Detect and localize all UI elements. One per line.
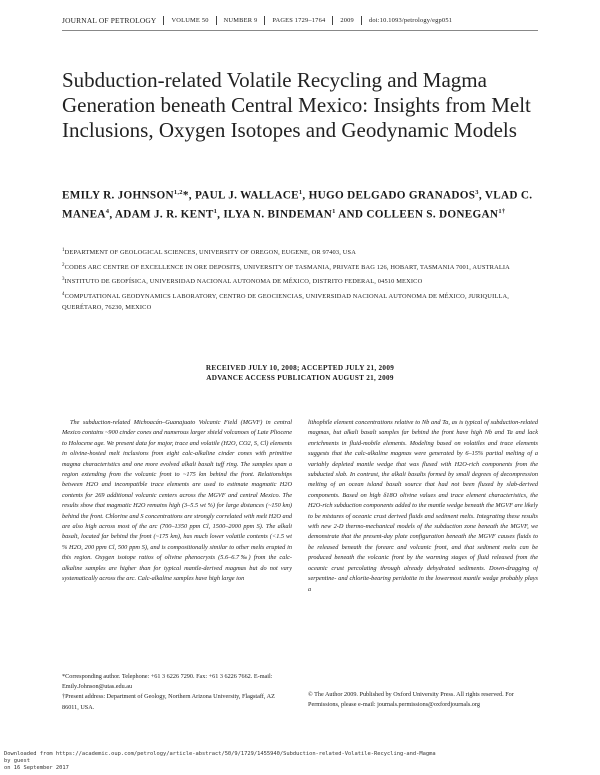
journal-header: [62, 12, 538, 28]
author-footnote: *Corresponding author. Telephone: +61 3 6226 7290. Fax: +61 3 6226 7662. E-mail: Emily.Johnson@utas.edu.au †Present address: Department of Geology, Northern Arizona University, Flagstaff, AZ 86011, USA.: [62, 672, 292, 713]
affiliation-list: [62, 246, 538, 315]
author-affil-mark: 1: [332, 207, 336, 215]
author-name: PAUL J. WALLACE: [194, 189, 299, 202]
journal-pages: PAGES 1729–1764: [264, 16, 332, 25]
journal-volume: VOLUME 50: [163, 16, 215, 25]
affiliation-item: $^2$CODES ARC CENTRE OF EXCELLENCE IN ORE DEPOSITS, UNIVERSITY OF TASMANIA, PRIVATE BAG 126, HOBART, TASMANIA 7001, AUSTRALIA: [62, 262, 510, 271]
publication-dates: [62, 363, 538, 383]
article-title: Subduction-related Volatile Recycling and Magma Generation beneath Central Mexico: Insights from Melt Inclusions, Oxygen Isotopes and Geodynamic Models: [62, 68, 531, 142]
header-divider: [62, 30, 538, 31]
author-name: COLLEEN S. DONEGAN: [366, 208, 499, 221]
author-affil-mark: 1†: [498, 207, 506, 215]
journal-year: 2009: [332, 16, 361, 25]
copyright-notice: © The Author 2009. Published by Oxford University Press. All rights reserved. For Permissions, please e-mail: journals.permissions@oxfordjournals.org: [308, 690, 538, 710]
author-name: EMILY R. JOHNSON: [62, 189, 174, 202]
author-affil-mark: 1: [298, 189, 303, 196]
affiliation-item: $^4$COMPUTATIONAL GEODYNAMICS LABORATORY, CENTRO DE GEOCIENCIAS, UNIVERSIDAD NACIONAL AUTONOMA DE MÉXICO, JURIQUILLA, QUERÉTARO, 76230, MEXICO: [62, 291, 509, 311]
author-name: ILYA N. BINDEMAN: [223, 208, 333, 221]
advance-access-date: ADVANCE ACCESS PUBLICATION AUGUST 21, 2009: [206, 374, 394, 382]
author-affil-mark: 1: [213, 207, 218, 215]
received-date: RECEIVED JULY 10, 2008; ACCEPTED JULY 21, 2009: [205, 364, 395, 372]
author-name: ADAM J. R. KENT: [114, 208, 214, 221]
author-conjunction: AND: [338, 208, 364, 221]
author-affil-mark: 1,2: [173, 189, 183, 196]
journal-number: NUMBER 9: [216, 16, 265, 25]
author-name: VLAD C. MANEA: [62, 189, 533, 221]
journal-name: JOURNAL OF PETROLOGY: [62, 15, 157, 25]
author-name: HUGO DELGADO GRANADOS: [308, 189, 476, 202]
journal-doi: doi:10.1093/petrology/egp051: [361, 16, 459, 25]
affiliation-item: $^1$DEPARTMENT OF GEOLOGICAL SCIENCES, UNIVERSITY OF OREGON, EUGENE, OR 97403, USA: [62, 248, 356, 257]
author-affil-mark: 3: [475, 189, 479, 196]
affiliation-item: $^3$INSTITUTO DE GEOFÍSICA, UNIVERSIDAD NACIONAL AUTONOMA DE MÉXICO, DISTRITO FEDERAL, 04510 MEXICO: [62, 277, 423, 286]
corresponding-mark: *: [182, 189, 189, 202]
abstract-column-right: lithophile element concentrations relative to Nb and Ta, as is typical of subduction-related magmas, but alkali basalt samples far behind the front have high Nb and Ta and lack enrichments in fluid-mobile elements. Modeling based on volatiles and trace elements suggests that the calc-alkaline magmas were generated by 6–15% partial melting of a variably depleted mantle wedge that was fluxed with H2O-rich components from the subducted slab. In contrast, the alkali basalts formed by small degrees of decompression melting of an ocean island basalt source that had not been fluxed by slab-derived components. Based on high δ18O olivine values and trace element characteristics, the H2O-rich subduction components added to the mantle wedge beneath the MGVF are likely to be mixtures of oceanic crust derived fluids and sediment melts. Integrating these results with new 2-D thermo-mechanical models of the subduction zone beneath the MGVF, we demonstrate that the present-day plate configuration beneath the MGVF causes fluids to be released beneath the forearc and volcanic front, and that sediment melts can be produced beneath the volcanic front by the warming stages of fluid released from the oceanic crust percolating through already dehydrated sediments. Down-dragging of serpentine- and chlorite-bearing peridotite in the lowermost mantle wedge probably plays a: [308, 419, 538, 593]
download-watermark: Downloaded from https://academic.oup.com/petrology/article-abstract/50/9/1729/1455940/Subduction-related-Volatile-Recycling-and-Magma by guest on 16 September 2017: [4, 751, 436, 771]
author-list: EMILY R. JOHNSON$^{1,2}$*, PAUL J. WALLACE$^1$, HUGO DELGADO GRANADOS$^3$, VLAD C. MANEA$^4$, ADAM J. R. KENT$^1$, ILYA N. BINDEMAN$^1$ AND COLLEEN S. $DONEGAN^{1\dagger}$: [62, 189, 533, 221]
author-affil-mark: 4: [105, 207, 110, 215]
abstract-column-left: The subduction-related Michoacán–Guanajuato Volcanic Field (MGVF) in central Mexico contains ~900 cinder cones and numerous larger shield volcanoes of Late Pliocene to Holocene age. We present data for major, trace and volatile (H2O, CO2, S, Cl) elements in olivine-hosted melt inclusions from eight calc-alkaline cinder cones with primitive magma characteristics and one more evolved alkali basalt tuff ring. The samples span a region extending from the volcanic front to ~175 km behind the front. Relationships between H2O and incompatible trace elements are used to estimate magmatic H2O contents for 269 additional volcanic centers across the MGVF and central Mexico. The results show that magmatic H2O remains high (3–5.5 wt %) for large distances (~150 km) behind the front. Chlorine and S concentrations are strongly correlated with melt H2O and are also high across most of the arc (700–1350 ppm Cl, 1500–2000 ppm S). The alkali basalt, located far behind the front (~175 km), has much lower volatile contents (<1.5 wt % H2O, 200 ppm Cl, 500 ppm S), and is compositionally similar to other melts erupted in this region. Oxygen isotope ratios of olivine phenocrysts (5.6–6.7‰) from the calc-alkaline samples are higher than for typical mantle-derived magmas but do not vary systematically across the arc. Calc-alkaline samples have high large ion: [62, 419, 292, 583]
